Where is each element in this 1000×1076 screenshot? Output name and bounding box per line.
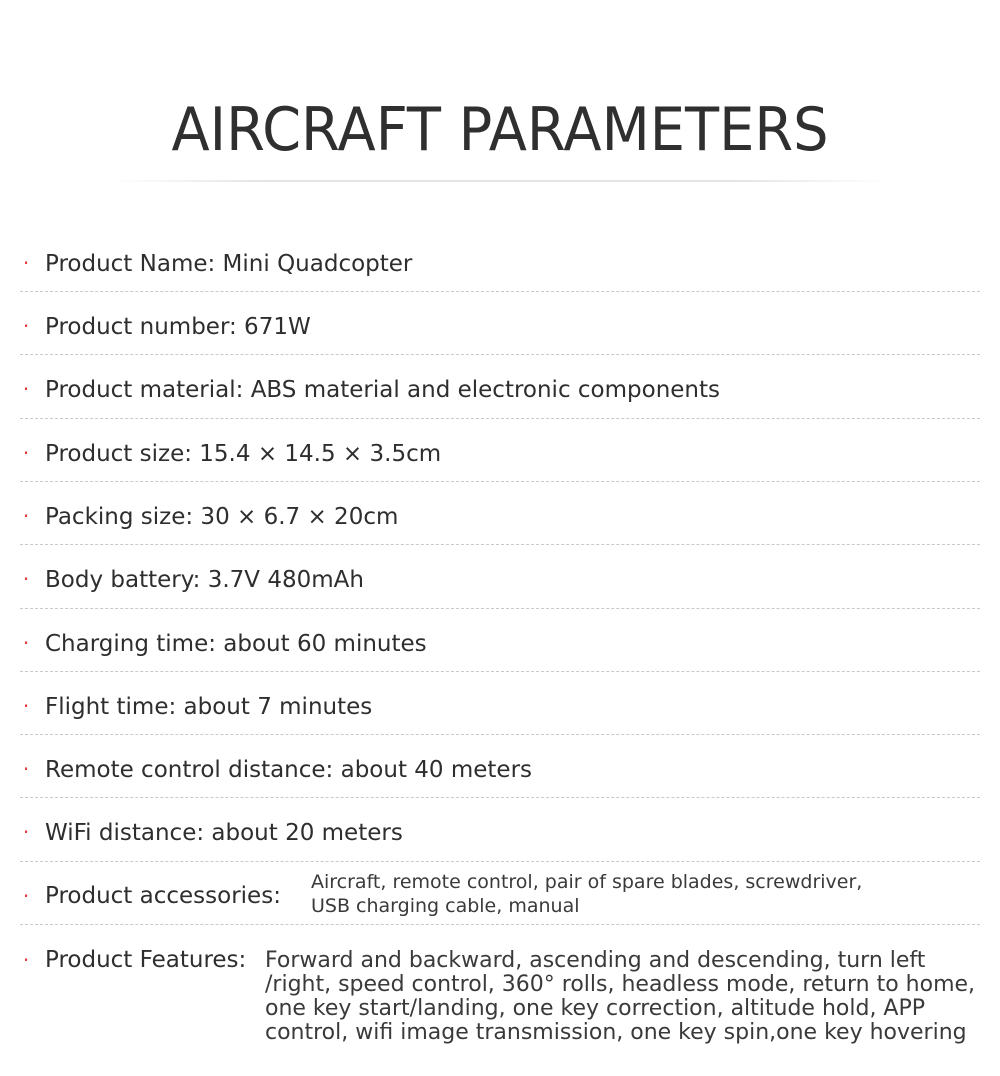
param-row bbox=[20, 242, 980, 292]
param-text: Remote control distance: about 40 meters bbox=[45, 757, 533, 783]
features-line: /right, speed control, 360° rolls, headless mode, return to home, bbox=[265, 972, 976, 997]
title-divider bbox=[110, 180, 890, 182]
param-row bbox=[20, 685, 980, 735]
param-row bbox=[20, 811, 980, 862]
page-title: AIRCRAFT PARAMETERS bbox=[171, 95, 829, 165]
param-text: Product number: 671W bbox=[45, 314, 311, 340]
param-row bbox=[20, 748, 980, 798]
accessories-row bbox=[20, 866, 980, 925]
bullet-dot: · bbox=[22, 567, 30, 591]
accessories-line: USB charging cable, manual bbox=[311, 895, 580, 917]
features-line: control, wifi image transmission, one key spin,one key hovering bbox=[265, 1020, 967, 1045]
bullet-dot: · bbox=[22, 694, 30, 718]
features-text bbox=[265, 949, 985, 1045]
param-text: Charging time: about 60 minutes bbox=[45, 631, 427, 657]
param-text: Product size: 15.4 × 14.5 × 3.5cm bbox=[45, 441, 442, 467]
bullet-dot: · bbox=[22, 631, 30, 655]
param-text: Packing size: 30 × 6.7 × 20cm bbox=[45, 504, 399, 530]
bullet-dot: · bbox=[22, 884, 30, 908]
param-row bbox=[20, 622, 980, 672]
param-text: Product Name: Mini Quadcopter bbox=[45, 251, 413, 277]
param-row bbox=[20, 432, 980, 482]
param-text: Body battery: 3.7V 480mAh bbox=[45, 567, 364, 593]
param-row bbox=[20, 305, 980, 355]
accessories-line: Aircraft, remote control, pair of spare blades, screwdriver, bbox=[311, 871, 863, 893]
bullet-dot: · bbox=[22, 757, 30, 781]
bullet-dot: · bbox=[22, 948, 30, 972]
param-text: WiFi distance: about 20 meters bbox=[45, 820, 403, 846]
features-row bbox=[20, 945, 980, 1055]
features-line: Forward and backward, ascending and descending, turn left bbox=[265, 948, 926, 973]
features-label: Product Features: bbox=[45, 947, 247, 973]
bullet-dot: · bbox=[22, 314, 30, 338]
param-row bbox=[20, 558, 980, 609]
bullet-dot: · bbox=[22, 251, 30, 275]
param-text: Product material: ABS material and electronic components bbox=[45, 377, 721, 403]
bullet-dot: · bbox=[22, 377, 30, 401]
accessories-label: Product accessories: bbox=[45, 883, 281, 909]
bullet-dot: · bbox=[22, 820, 30, 844]
param-text: Flight time: about 7 minutes bbox=[45, 694, 373, 720]
param-row bbox=[20, 368, 980, 419]
bullet-dot: · bbox=[22, 441, 30, 465]
features-line: one key start/landing, one key correction, altitude hold, APP bbox=[265, 996, 926, 1021]
bullet-dot: · bbox=[22, 504, 30, 528]
param-row bbox=[20, 495, 980, 545]
